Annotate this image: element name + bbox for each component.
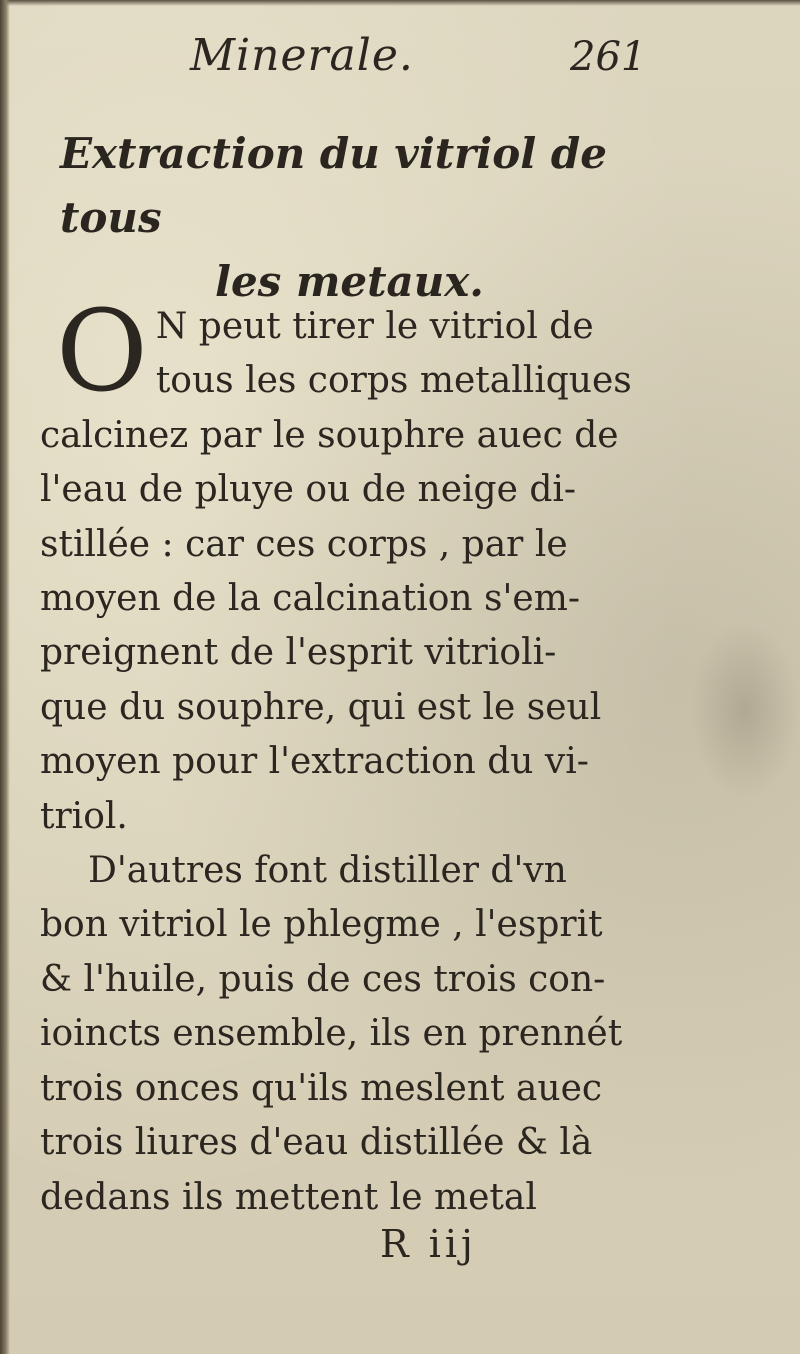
text-line: & l'huile, puis de ces trois con-	[40, 958, 606, 1000]
text-line: tous les corps metalliques	[155, 360, 632, 402]
drop-cap: O	[56, 287, 148, 417]
heading-line-2: les metaux.	[215, 257, 484, 306]
signature-mark: R iij	[380, 1222, 477, 1266]
heading-line-1: Extraction du vitriol de tous	[60, 129, 607, 242]
text-line: ioincts ensemble, ils en prennét	[40, 1013, 623, 1055]
text-line: l'eau de pluye ou de neige di-	[40, 469, 577, 511]
running-title: Minerale.	[190, 30, 414, 81]
text-line: que du souphre, qui est le seul	[40, 686, 602, 728]
page-binding-edge	[0, 0, 10, 1354]
text-line: dedans ils mettent le metal	[40, 1176, 537, 1218]
text-line: stillée : car ces corps , par le	[40, 523, 568, 565]
paper-stain	[690, 620, 800, 800]
text-line: D'autres font distiller d'vn	[88, 850, 567, 892]
text-line: moyen pour l'extraction du vi-	[40, 741, 589, 783]
page-number: 261	[570, 34, 647, 80]
text-line: calcinez par le souphre auec de	[40, 414, 619, 456]
text-line: moyen de la calcination s'em-	[40, 578, 581, 620]
text-line: trois liures d'eau distillée & là	[40, 1122, 593, 1164]
text-line: preignent de l'esprit vitrioli-	[40, 632, 557, 674]
page-top-edge	[0, 0, 800, 6]
text-line: trois onces qu'ils meslent auec	[40, 1067, 603, 1109]
text-line: triol.	[40, 795, 128, 837]
page-header	[0, 30, 800, 100]
text-line: N peut tirer le vitriol de	[155, 306, 594, 347]
text-line: bon vitriol le phlegme , l'esprit	[40, 904, 603, 946]
body-text	[40, 287, 640, 1225]
chapter-heading	[60, 122, 700, 314]
